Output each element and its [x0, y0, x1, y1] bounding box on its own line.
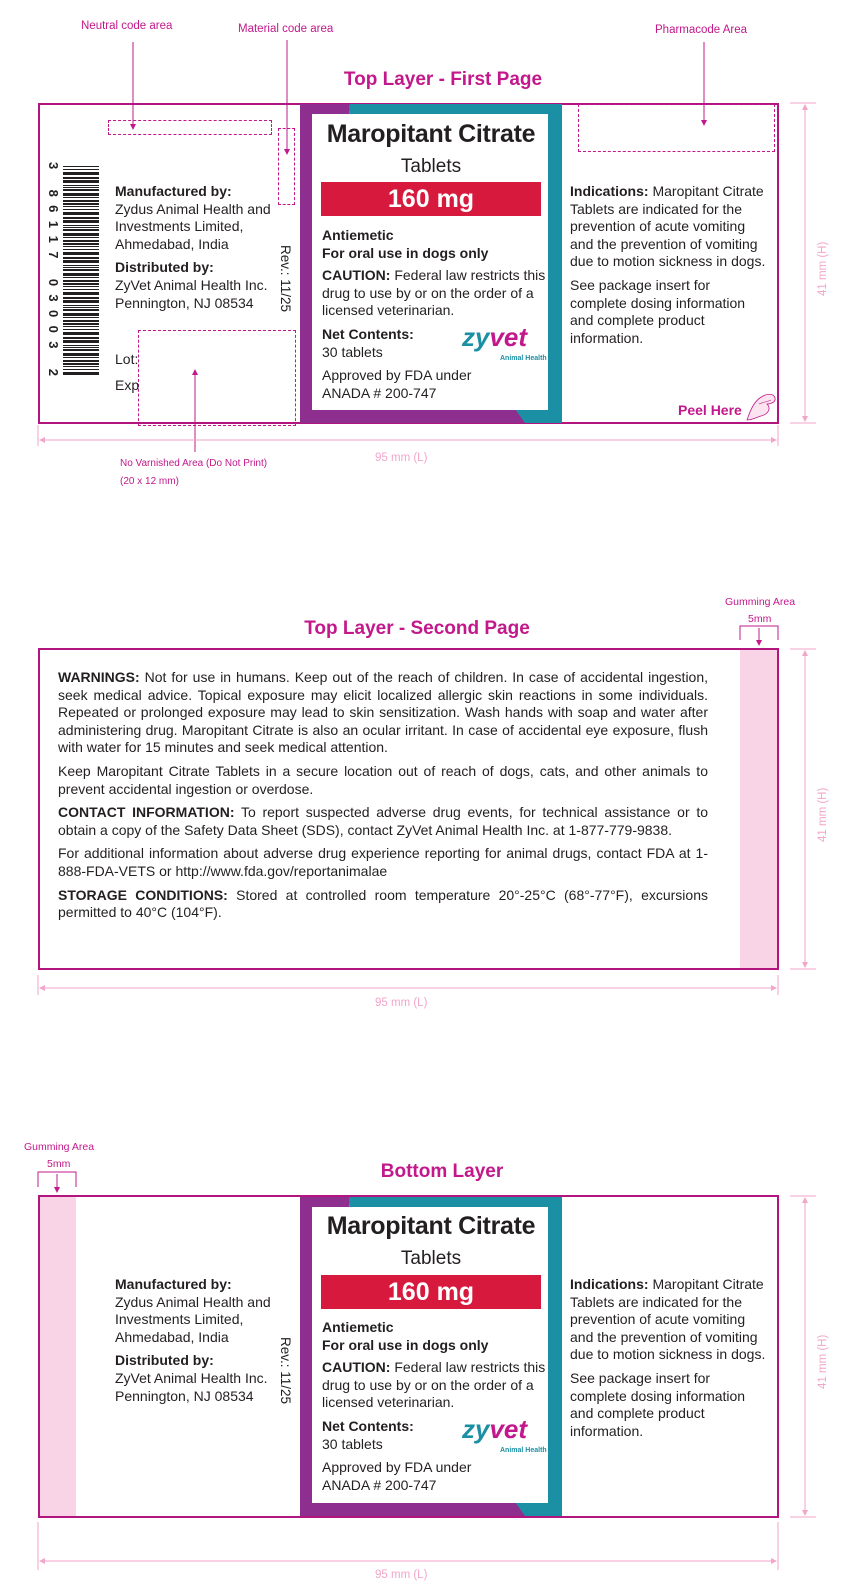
logo-vet: vet	[489, 322, 528, 352]
zyvet-logo	[462, 1414, 527, 1445]
antiemetic-text: Antiemetic	[322, 1319, 394, 1335]
manufactured-heading: Manufactured by:	[115, 1276, 232, 1292]
height-dimension-label: 41 mm (H)	[817, 241, 829, 296]
indications-block-bottom	[570, 1276, 768, 1440]
gumming-area-label-top: Gumming Area	[725, 596, 796, 608]
dosage-form: Tablets	[400, 156, 462, 177]
neutral-code-area-label: Neutral code area	[81, 20, 173, 32]
caution-heading: CAUTION:	[322, 267, 391, 284]
height-dimension-label: 41 mm (H)	[817, 1334, 829, 1389]
caution-text: Federal law restricts this drug to use by or on the order of a licensed veterinarian.	[322, 1359, 546, 1411]
pharmacode-area-label: Pharmacode Area	[655, 24, 748, 36]
dosage-form: Tablets	[400, 1248, 462, 1269]
insert-text: See package insert for complete dosing information and complete product information.	[570, 276, 746, 346]
gumming-width-label-bottom: 5mm	[47, 1158, 71, 1170]
logo-subtitle: Animal Health	[500, 355, 547, 362]
antiemetic-text: Antiemetic	[322, 227, 394, 243]
contact-heading: CONTACT INFORMATION:	[58, 804, 235, 821]
insert-text: See package insert for complete dosing information and complete product information.	[570, 1369, 746, 1439]
net-contents-value: 30 tablets	[322, 343, 383, 360]
product-name: Maropitant Citrate	[326, 1212, 536, 1240]
storage-text: Stored at controlled room temperature 20°-25°C (68°-77°F), excursions permitted to 40°C (104°F).	[58, 886, 708, 921]
center-text-block	[322, 1319, 547, 1494]
logo-subtitle: Animal Health	[500, 1447, 547, 1454]
no-varnish-size: (20 x 12 mm)	[120, 476, 179, 487]
warnings-text: Not for use in humans. Keep out of the reach of children. In case of accidental ingestion, seek medical advice. Topical exposure may elicit localized allergic skin reactions in some individuals. Repeated or prolonged exposure may lead to skin sensitization. Wash hands with soap and water after administering drug. Maropitant Citrate is also an ocular irritant. In case of accidental eye exposure, flush with water for 15 minutes and seek medical attention.	[58, 669, 709, 756]
gumming-area-label-bottom: Gumming Area	[24, 1141, 95, 1153]
distributed-heading: Distributed by:	[115, 259, 214, 276]
manufacturer-line: Ahmedabad, India	[115, 1328, 229, 1345]
distributor-line: ZyVet Animal Health Inc.	[115, 1369, 268, 1386]
keep-text: Keep Maropitant Citrate Tablets in a secure location out of reach of dogs, cats, and other animals to prevent accidental ingestion or overdose.	[58, 762, 708, 797]
approval-line-2: ANADA # 200-747	[322, 1476, 437, 1493]
peel-here-label[interactable]: Peel Here	[678, 402, 742, 418]
caution-text: Federal law restricts this drug to use by or on the order of a licensed veterinarian.	[322, 267, 546, 319]
strength-box: 160 mg	[321, 182, 541, 216]
oral-use-text: For oral use in dogs only	[322, 244, 489, 261]
distributor-line: ZyVet Animal Health Inc.	[115, 276, 268, 293]
manufacturer-line: Ahmedabad, India	[115, 235, 229, 252]
approval-line-1: Approved by FDA under	[322, 367, 472, 384]
manufacturer-line: Zydus Animal Health and	[115, 1293, 271, 1310]
exp-label: Exp	[115, 377, 140, 393]
strength-box: 160 mg	[321, 1275, 541, 1309]
manufacturer-line: Investments Limited,	[115, 1311, 244, 1328]
indications-text: Maropitant Citrate Tablets are indicated for the prevention of acute vomiting and the prevention of vomiting due to motion sickness in dogs.	[570, 1276, 766, 1363]
layer-title-second: Top Layer - Second Page	[304, 618, 530, 639]
revision-text: Rev.: 11/25	[278, 1337, 293, 1405]
distributed-heading: Distributed by:	[115, 1352, 214, 1369]
caution-heading: CAUTION:	[322, 1359, 391, 1376]
distributor-line: Pennington, NJ 08534	[115, 294, 254, 311]
oral-use-text: For oral use in dogs only	[322, 1336, 489, 1353]
indications-heading: Indications:	[570, 1276, 649, 1292]
storage-heading: STORAGE CONDITIONS:	[58, 886, 228, 903]
manufactured-heading: Manufactured by:	[115, 183, 232, 199]
net-contents-heading: Net Contents:	[322, 1417, 414, 1434]
gumming-width-label-top: 5mm	[748, 613, 772, 625]
logo-zy: zy	[462, 322, 490, 352]
contact-text: To report suspected adverse drug events, for technical assistance or to obtain a copy of the Safety Data Sheet (SDS), contact ZyVet Animal Health Inc. at 1-877-779-9838.	[58, 804, 708, 838]
manufacturer-block-bottom	[115, 1276, 295, 1405]
height-dimension-label: 41 mm (H)	[817, 787, 829, 842]
layer-title-bottom: Bottom Layer	[380, 1161, 504, 1182]
manufacturer-line: Zydus Animal Health and	[115, 200, 271, 217]
barcode-number: 3 86117 03003 2	[46, 162, 61, 376]
layer-title-first: Top Layer - First Page	[343, 69, 543, 90]
indications-heading: Indications:	[570, 183, 649, 199]
approval-line-2: ANADA # 200-747	[322, 384, 437, 401]
product-name: Maropitant Citrate	[326, 120, 536, 148]
warnings-heading: WARNINGS:	[58, 669, 140, 685]
manufacturer-line: Investments Limited,	[115, 218, 244, 235]
logo-vet: vet	[489, 1414, 528, 1444]
additional-info-text: For additional information about adverse drug experience reporting for animal drugs, contact FDA at 1-888-FDA-VETS or http://www.fda.gov/reportanimalae	[58, 845, 708, 879]
approval-line-1: Approved by FDA under	[322, 1459, 472, 1476]
indications-text: Maropitant Citrate Tablets are indicated for the prevention of acute vomiting and the prevention of vomiting due to motion sickness in dogs.	[570, 183, 766, 270]
revision-text: Rev.: 11/25	[278, 245, 293, 313]
distributor-line: Pennington, NJ 08534	[115, 1387, 254, 1404]
lot-label: Lot:	[115, 351, 139, 367]
net-contents-value: 30 tablets	[322, 1435, 383, 1452]
logo-zy: zy	[462, 1414, 490, 1444]
width-dimension-label: 95 mm (L)	[375, 1569, 428, 1581]
material-code-area-label: Material code area	[238, 23, 334, 35]
width-dimension-label: 95 mm (L)	[375, 997, 428, 1009]
net-contents-heading: Net Contents:	[322, 325, 414, 342]
width-dimension-label: 95 mm (L)	[375, 452, 428, 464]
no-varnish-label: No Varnished Area (Do Not Print)	[120, 458, 268, 469]
